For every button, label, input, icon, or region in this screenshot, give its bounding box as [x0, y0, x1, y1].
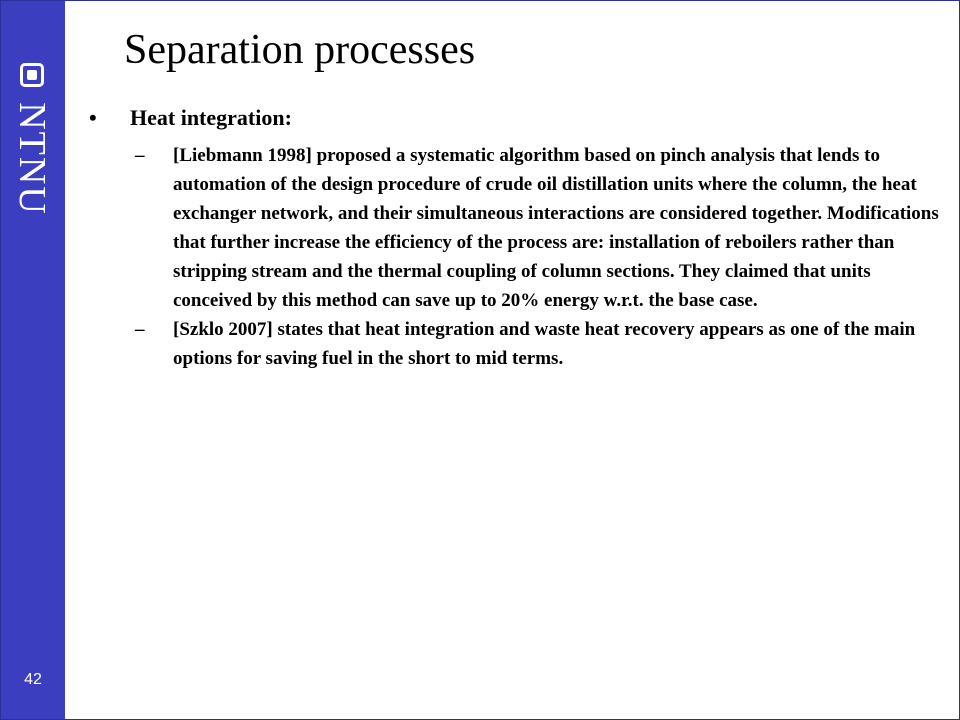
page-number: 42 — [24, 671, 42, 688]
sub-bullet-text: [Liebmann 1998] proposed a systematic algorithm based on pinch analysis that lends to automation of the design procedure of crude oil distillation units where the column, the heat exchanger network, and their simultaneous interactions are considered together. Modifications that further increase the efficiency of the process are: installation of reboilers rather than stripping stream and the thermal coupling of column sections. They claimed that units conceived by this method can save up to 20% energy w.r.t. the base case. — [173, 145, 939, 311]
ntnu-logo-icon — [20, 63, 44, 87]
page-title: Separation processes — [124, 27, 476, 73]
sub-bullet-item — [135, 315, 945, 373]
sub-bullet-item — [135, 141, 945, 315]
ntnu-logo-wordmark: NTNU — [11, 102, 53, 216]
dash-marker: – — [135, 145, 145, 166]
bullet-marker: • — [89, 105, 97, 130]
sub-bullet-list — [135, 141, 945, 373]
sidebar — [1, 1, 65, 720]
bullet-heading: Heat integration: — [130, 105, 292, 130]
sub-bullet-text: [Szklo 2007] states that heat integration and waste heat recovery appears as one of the main options for saving fuel in the short to mid terms. — [173, 319, 916, 369]
dash-marker: – — [135, 319, 145, 340]
